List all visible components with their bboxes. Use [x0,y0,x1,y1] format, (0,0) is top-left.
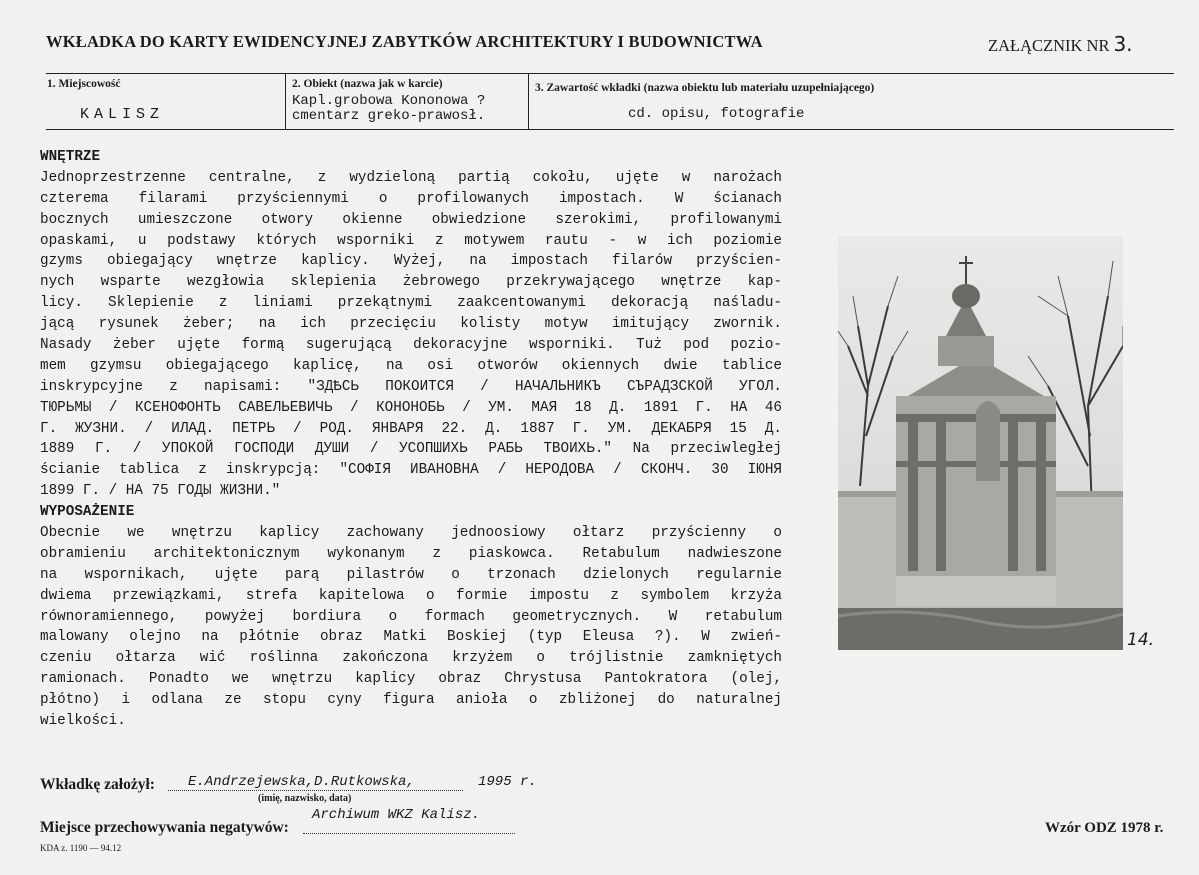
section-heading-furnishings: WYPOSAŻENIE [40,504,135,521]
contents-value: cd. opisu, fotografie [628,106,805,122]
object-label: 2. Obiekt (nazwa jak w karcie) [292,78,443,90]
interior-paragraph [40,168,782,502]
interior-text-line: ТЮРЬМЫ / КСЕНОФОНТЬ САВЕЛЬЕВИЧЬ / КОНОНОБЬ / УМ. МАЯ 18 Д. 1891 Г. НА 46 [40,399,782,416]
chapel-photograph [838,236,1123,650]
description-text [40,147,782,732]
print-code: KDA z. 1190 — 94.12 [40,843,122,853]
furnishings-text-line: płótno) i odlana ze stopu cyny figura anioła o zbliżonej do naturalnej [40,692,782,709]
interior-text-line: mem gzymsu obiegającego kaplicę, na osi otworów okiennych dwie tablice [40,357,782,374]
established-year: 1995 r. [478,774,537,790]
furnishings-paragraph [40,523,782,732]
interior-text-line: licy. Sklepienie z liniami przekątnymi zaakcentowanymi dekoracją naśladu- [40,295,782,312]
photo-number: 14. [1127,630,1155,650]
interior-text-line: Jednoprzestrzenne centralne, z wydzieloną partią cokołu, ujęte w narożach [40,169,782,186]
established-label: Wkładkę założył: [40,776,155,793]
established-caption: (imię, nazwisko, data) [258,793,352,804]
interior-text-line: bocznych umieszczone otwory okienne obwiedzione szerokimi, profilowanymi [40,211,782,228]
furnishings-text-line: Obecnie we wnętrzu kaplicy zachowany jednoosiowy ołtarz przyścienny o [40,525,782,542]
interior-text-line: Nasady żeber ujęte formą sugerującą dekoracyjne wsporniki. Tuż pod pozio- [40,337,782,354]
annex-number [988,32,1133,56]
storage-dotted-line [303,833,515,834]
furnishings-text-line: malowany olejno na płótnie obraz Matki Boskiej (typ Eleusa ?). W zwień- [40,629,782,646]
interior-text-line: gzyms obiegający wnętrze kaplicy. Wyżej, na impostach filarów przyścien- [40,253,782,270]
established-dotted-line [168,790,463,791]
template-code: Wzór ODZ 1978 r. [1045,820,1164,836]
card-title: WKŁADKA DO KARTY EWIDENCYJNEJ ZABYTKÓW ARCHITEKTURY I BUDOWNICTWA [46,32,763,51]
header-rule-top [46,73,1174,74]
interior-text-line: 1889 Г. / УПОКОЙ ГОСПОДИ ДУШИ / УСОПШИХЬ РАБЬ ТВОИХЬ." Na przeciwległej [40,441,782,458]
furnishings-text-line: dwiema przewiązkami, strefa kapitelowa o formie impostu z symbolem krzyża [40,587,782,604]
interior-text-line: inskrypcyjne z napisami: "ЗДѢСЬ ПОКОИТСЯ / НАЧАЛЬНИКЪ СЪРАДЗСКОЙ УГОЛ. [40,378,782,395]
interior-text-line: 1899 Г. / НА 75 ГОДЫ ЖИЗНИ." [40,483,281,500]
object-value [292,94,485,124]
furnishings-text-line: ramionach. Ponadto we wnętrzu kaplicy obraz Chrystusa Pantokratora (olej, [40,671,782,688]
header-rule-bottom [46,129,1174,130]
furnishings-text-line: równoramiennego, powyżej bordiura o formach geometrycznych. W retabulum [40,608,782,625]
annex-number-value: 3. [1113,32,1133,56]
storage-value: Archiwum WKZ Kalisz. [312,807,481,823]
interior-text-line: Г. ЖУЗНИ. / ИЛАД. ПЕТРЬ / РОД. ЯНВАРЯ 22. Д. 1887 Г. УМ. ДЕКАБРЯ 15 Д. [40,420,782,437]
locality-label: 1. Miejscowość [47,78,121,90]
interior-text-line: czterema filarami przyściennymi o profilowanych impostach. W ścianach [40,190,782,207]
section-heading-interior: WNĘTRZE [40,149,101,165]
field-divider-1 [285,73,286,129]
object-line-1: Kapl.grobowa Kononowa ? [292,93,486,109]
locality-value: KALISZ [80,106,165,123]
interior-text-line: nych wsparte wezgłowia sklepienia żebrowego przekrywającego wnętrze kap- [40,274,782,291]
furnishings-text-line: wielkości. [40,713,126,730]
established-value: E.Andrzejewska,D.Rutkowska, [188,774,415,790]
furnishings-text-line: na wspornikach, ujęte parą pilastrów o trzonach dzielonych regularnie [40,566,782,583]
interior-text-line: jącą rysunek żeber; na ich przecięciu kolisty motyw imitujący zwornik. [40,316,782,333]
object-line-2: cmentarz greko-prawosł. [292,108,486,124]
furnishings-text-line: obramieniu architektonicznym wykonanym z piaskowca. Retabulum nadwieszone [40,545,782,562]
contents-label: 3. Zawartość wkładki (nazwa obiektu lub materiału uzupełniającego) [535,82,875,94]
chapel-photo-image [838,236,1123,650]
interior-text-line: opaskami, u podstawy których wsporniki z motywem rautu - w ich poziomie [40,232,782,249]
furnishings-text-line: czeniu ołtarza wić roślinna zakończona krzyżem o trójlistnie zamkniętych [40,650,782,667]
storage-label: Miejsce przechowywania negatywów: [40,819,289,836]
annex-label: ZAŁĄCZNIK NR [988,36,1110,55]
field-divider-2 [528,73,529,129]
interior-text-line: ścianie tablica z inskrypcją: "СОФІЯ ИВАНОВНА / НЕРОДОВА / СКОНЧ. 30 ІЮНЯ [40,462,782,479]
